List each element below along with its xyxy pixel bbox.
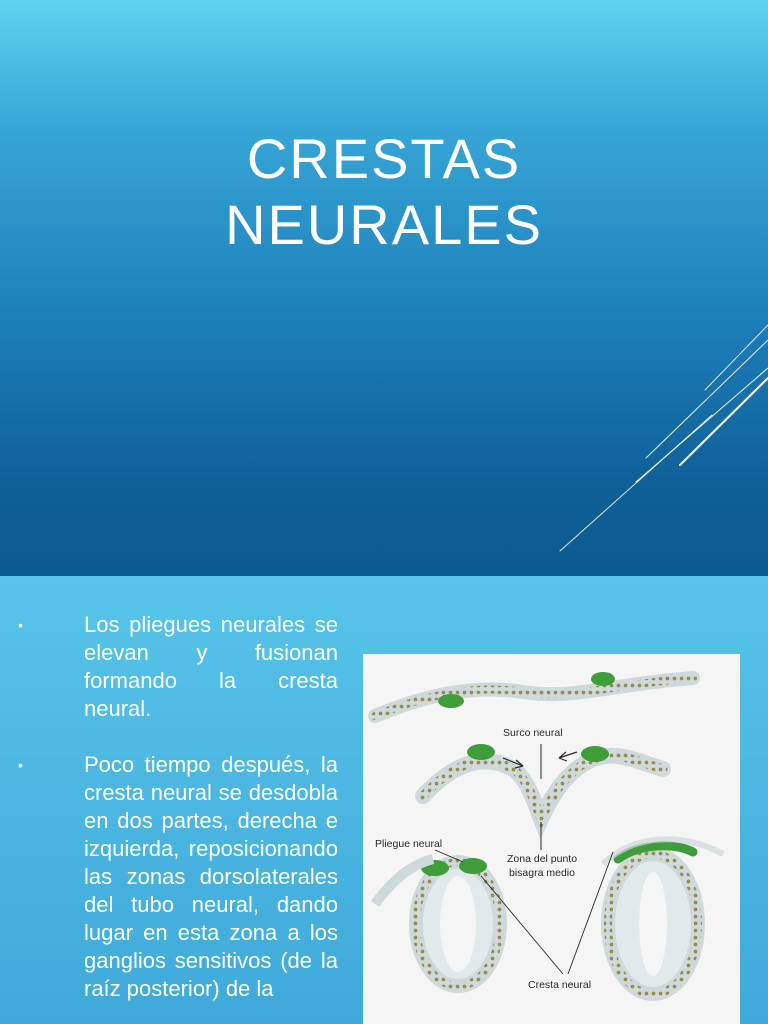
neural-tube-left (375, 858, 500, 986)
neural-tube-right (603, 839, 723, 994)
bullet-marker: • (18, 757, 23, 773)
title-line-1: CRESTAS (246, 127, 522, 190)
content-slide (0, 576, 768, 1024)
bullet-text: Los pliegues neurales se elevan y fusionan formando la cresta neural. (84, 612, 338, 721)
bullet-marker: • (18, 617, 23, 633)
bullet-item (18, 611, 338, 723)
neural-crest-diagram (363, 654, 740, 1024)
label-pliegue-neural: Pliegue neural (375, 838, 443, 850)
title-line-2: NEURALES (225, 193, 543, 256)
diagram-drawing (363, 654, 740, 1024)
bullet-text: Poco tiempo después, la cresta neural se desdobla en dos partes, derecha e izquierda, reposicionando las zonas dorsolaterales del tubo neural, dando lugar en esta zona a los ganglios sensitivos (de la raíz posterior) de la (84, 752, 338, 1001)
label-cresta-neural: Cresta neural (528, 979, 592, 991)
label-surco-neural: Surco neural (503, 727, 563, 739)
label-zona-line-2: bisagra medio (509, 867, 575, 879)
neural-groove-stage-2 (423, 744, 663, 850)
bullet-list (18, 611, 338, 1024)
bullet-item (18, 751, 338, 1003)
neural-plate-stage-1 (375, 672, 693, 716)
label-zona-line-1: Zona del punto (507, 853, 578, 865)
